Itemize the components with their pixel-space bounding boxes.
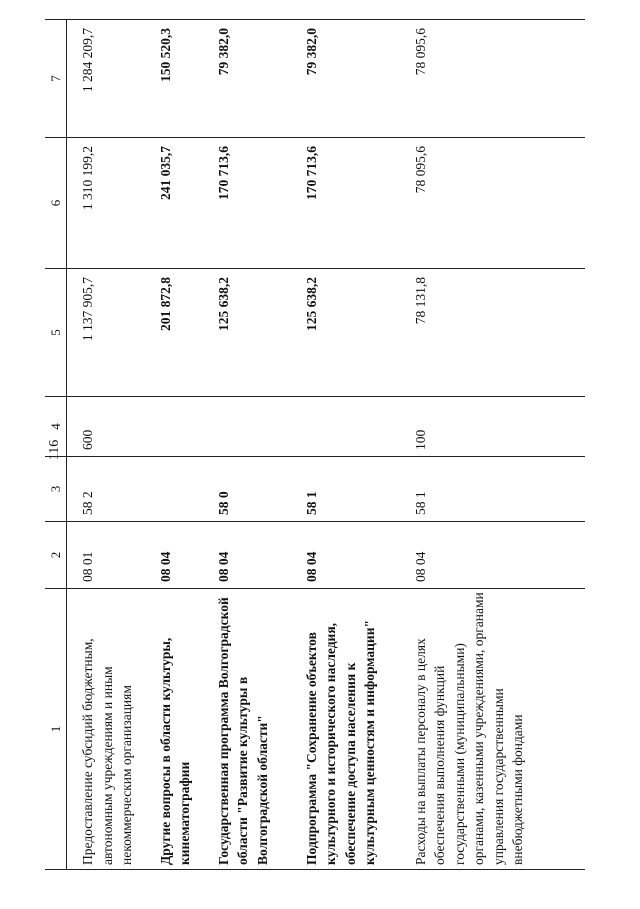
value-col-5: 125 638,2 [203, 269, 291, 397]
row-name: Другие вопросы в области культуры, кинематографии [145, 589, 203, 870]
value-col-5: 78 131,8 [400, 269, 585, 397]
section-code: 08 01 [67, 522, 145, 589]
value-col-7: 150 520,3 [145, 20, 203, 138]
table-row [291, 20, 400, 870]
section-code: 08 04 [291, 522, 400, 589]
header-col-7: 7 [45, 20, 67, 138]
row-name: Расходы на выплаты персоналу в целях обеспечения выполнения функций государственными (муниципальными) органами, казенными учреждениями, органами управления государственными внебюджетными фондами [400, 589, 585, 870]
target-code: 58 2 [67, 457, 145, 522]
section-code: 08 04 [145, 522, 203, 589]
row-name: Предоставление субсидий бюджетным, автономным учреждениям и иным некоммерческим организациям [67, 589, 145, 870]
value-col-5: 1 137 905,7 [67, 269, 145, 397]
target-code [145, 457, 203, 522]
table-header-row [45, 20, 67, 870]
value-col-6: 170 713,6 [291, 138, 400, 269]
value-col-6: 1 310 199,2 [67, 138, 145, 269]
table-row [145, 20, 203, 870]
value-col-6: 170 713,6 [203, 138, 291, 269]
header-col-3: 3 [45, 457, 67, 522]
page-number: 116 [47, 439, 62, 461]
value-col-6: 78 095,6 [400, 138, 585, 269]
section-code: 08 04 [400, 522, 585, 589]
expense-code: 100 [400, 397, 585, 457]
row-name: Подпрограмма "Сохранение объектов культурного и исторического наследия, обеспечение доступа населения к культурным ценностям и информации" [291, 589, 400, 870]
expense-code [291, 397, 400, 457]
expense-code [203, 397, 291, 457]
expense-code: 600 [67, 397, 145, 457]
table-row [400, 20, 585, 870]
value-col-7: 79 382,0 [203, 20, 291, 138]
header-col-6: 6 [45, 138, 67, 269]
expense-code [145, 397, 203, 457]
header-col-2: 2 [45, 522, 67, 589]
header-col-5: 5 [45, 269, 67, 397]
table-row [67, 20, 145, 870]
target-code: 58 0 [203, 457, 291, 522]
table-row [203, 20, 291, 870]
section-code: 08 04 [203, 522, 291, 589]
budget-table [45, 19, 585, 870]
value-col-7: 1 284 209,7 [67, 20, 145, 138]
header-col-4: 4 [45, 397, 67, 457]
value-col-7: 79 382,0 [291, 20, 400, 138]
value-col-6: 241 035,7 [145, 138, 203, 269]
value-col-5: 125 638,2 [291, 269, 400, 397]
value-col-5: 201 872,8 [145, 269, 203, 397]
target-code: 58 1 [400, 457, 585, 522]
value-col-7: 78 095,6 [400, 20, 585, 138]
rotated-table-container [45, 20, 605, 870]
header-col-1: 1 [45, 589, 67, 870]
target-code: 58 1 [291, 457, 400, 522]
row-name: Государственная программа Волгоградской области "Развитие культуры в Волгоградской области" [203, 589, 291, 870]
